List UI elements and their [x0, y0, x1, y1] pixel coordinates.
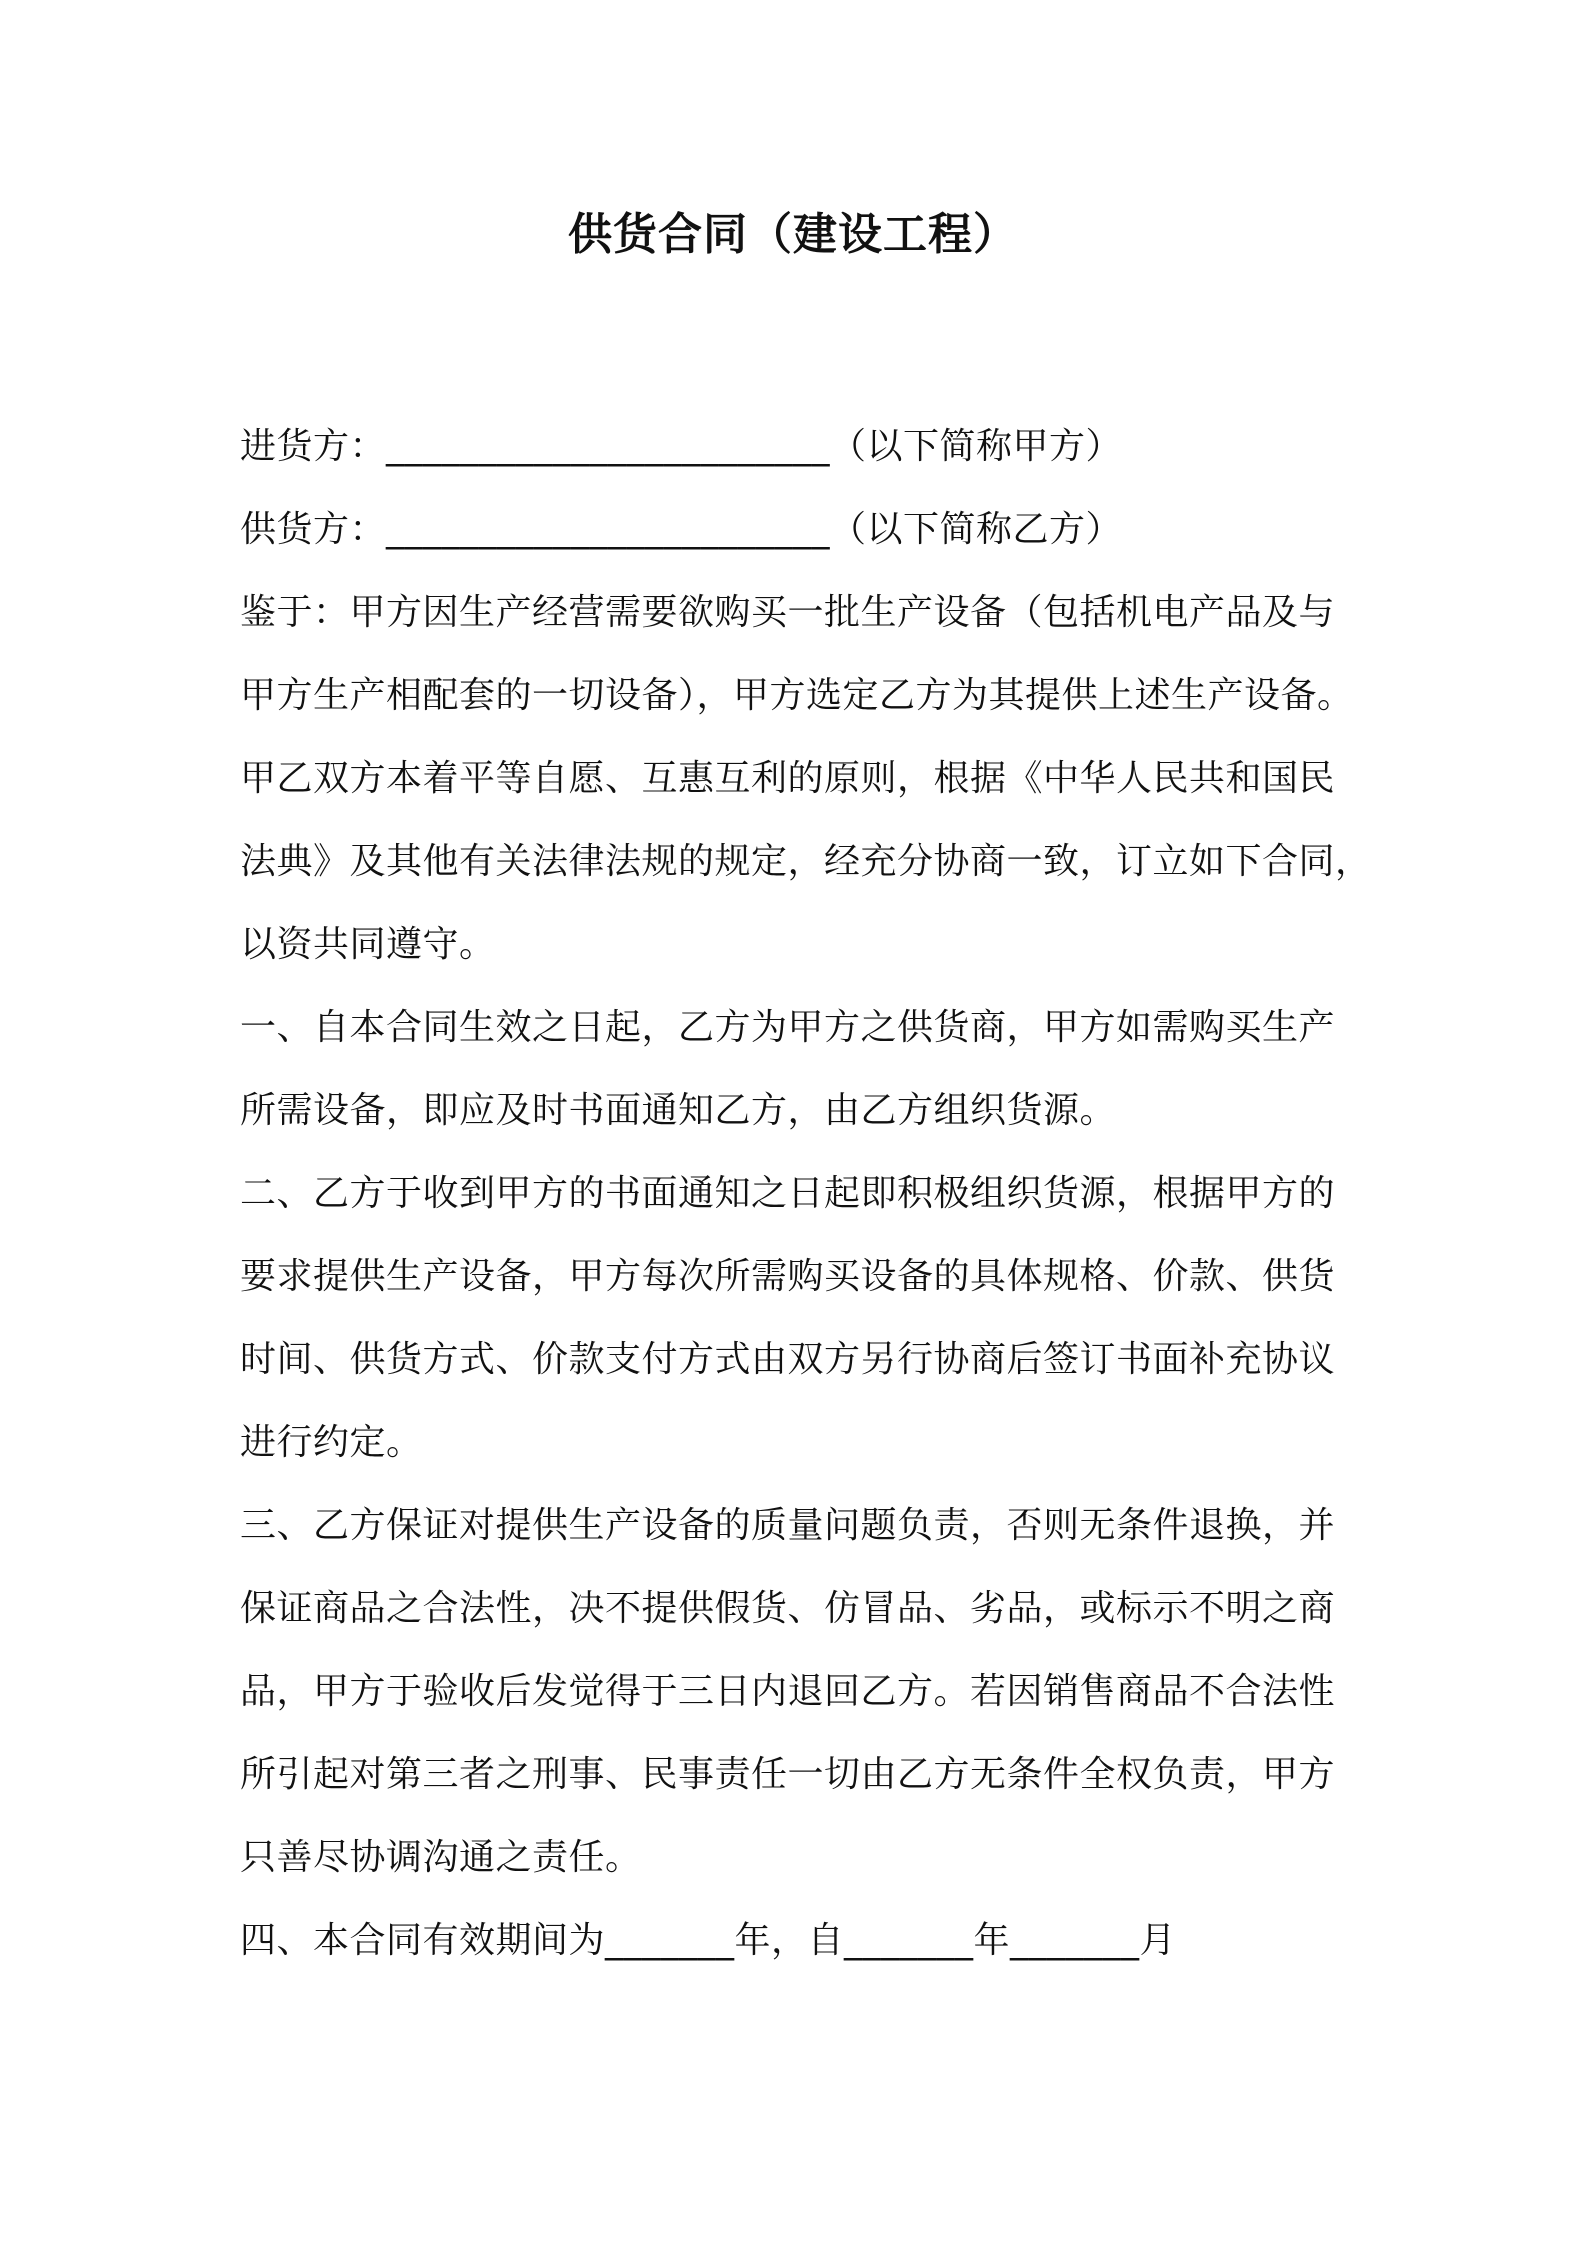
clause-2-line: 二、乙方于收到甲方的书面通知之日起即积极组织货源，根据甲方的	[240, 1173, 1336, 1214]
clause-1-line: 一、自本合同生效之日起，乙方为甲方之供货商，甲方如需购买生产	[240, 1007, 1336, 1048]
preamble-line: 鉴于：甲方因生产经营需要欲购买一批生产设备（包括机电产品及与	[240, 592, 1336, 633]
clause-1-line: 所需设备，即应及时书面通知乙方，由乙方组织货源。	[240, 1090, 1117, 1131]
document-body	[240, 405, 1372, 1982]
buyer-line: 进货方：________________________（以下简称甲方）	[240, 426, 1123, 467]
document-title: 供货合同（建设工程）	[568, 209, 1018, 260]
supplier-line: 供货方：________________________（以下简称乙方）	[240, 509, 1123, 550]
clause-2-line: 时间、供货方式、价款支付方式由双方另行协商后签订书面补充协议	[240, 1339, 1336, 1380]
preamble-line: 甲乙双方本着平等自愿、互惠互利的原则，根据《中华人民共和国民	[240, 758, 1336, 799]
clause-2-line: 要求提供生产设备，甲方每次所需购买设备的具体规格、价款、供货	[240, 1256, 1336, 1297]
clause-3-line: 保证商品之合法性，决不提供假货、仿冒品、劣品，或标示不明之商	[240, 1588, 1336, 1629]
clause-4-line: 四、本合同有效期间为_______年，自_______年_______月	[240, 1920, 1177, 1961]
preamble-line: 法典》及其他有关法律法规的规定，经充分协商一致，订立如下合同，	[240, 841, 1372, 882]
preamble-line: 以资共同遵守。	[240, 924, 496, 965]
clause-3-line: 三、乙方保证对提供生产设备的质量问题负责，否则无条件退换，并	[240, 1505, 1336, 1546]
clause-2-line: 进行约定。	[240, 1422, 423, 1463]
clause-3-line: 所引起对第三者之刑事、民事责任一切由乙方无条件全权负责，甲方	[240, 1754, 1336, 1795]
clause-3-line: 只善尽协调沟通之责任。	[240, 1837, 642, 1878]
clause-3-line: 品，甲方于验收后发觉得于三日内退回乙方。若因销售商品不合法性	[240, 1671, 1336, 1712]
preamble-line: 甲方生产相配套的一切设备），甲方选定乙方为其提供上述生产设备。	[240, 675, 1354, 716]
